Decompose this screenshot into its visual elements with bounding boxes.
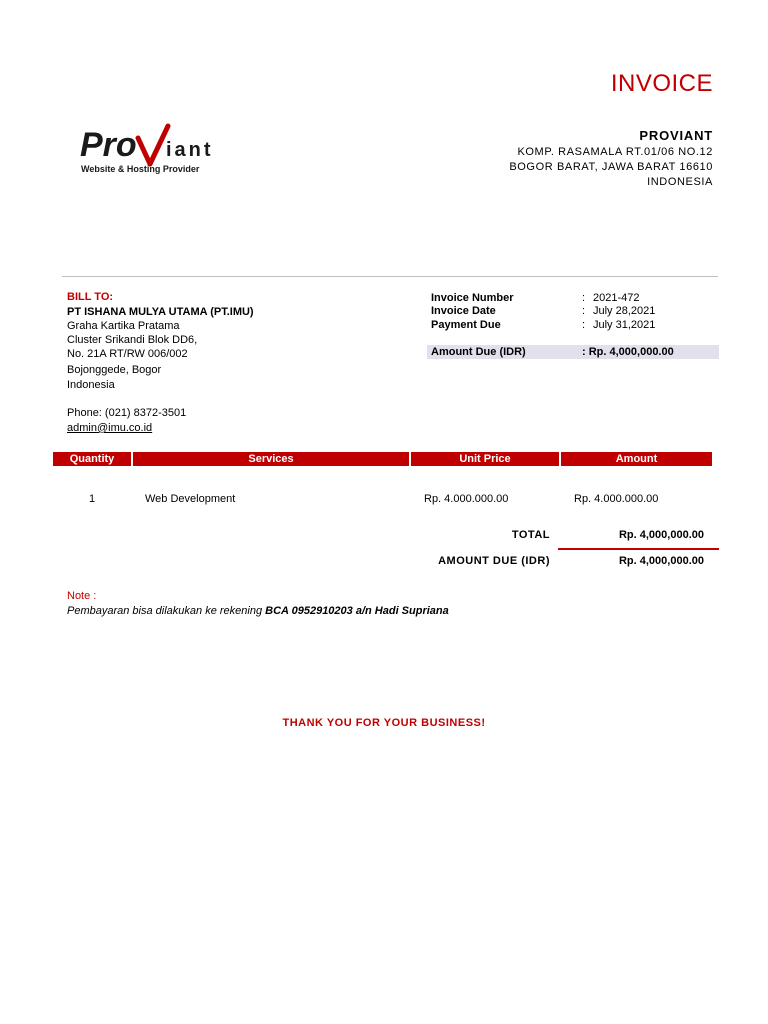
client-address-line: Graha Kartika Pratama [67,320,180,332]
client-address-line: Indonesia [67,379,115,391]
row-service: Web Development [145,493,236,505]
amount-due-total-value: Rp. 4,000,000.00 [618,555,704,567]
client-address-line: No. 21A RT/RW 006/002 [67,348,188,360]
column-header-unit-price: Unit Price [411,452,561,466]
client-phone: Phone: (021) 8372-3501 [67,407,187,419]
logo-checkmark-icon [138,126,168,164]
payment-due-sep: : [582,319,586,331]
column-header-quantity: Quantity [53,452,133,466]
invoice-date-value: July 28,2021 [593,305,656,317]
invoice-date-label: Invoice Date [431,305,496,317]
client-name: PT ISHANA MULYA UTAMA (PT.IMU) [67,306,254,318]
amount-due-label: Amount Due (IDR) [431,346,526,358]
company-name: PROVIANT [639,128,713,143]
client-email-link[interactable]: admin@imu.co.id [67,422,153,434]
row-quantity: 1 [89,493,96,505]
logo-word-part2: iant [166,139,214,161]
note-text-account: BCA 0952910203 a/n Hadi Supriana [265,605,449,617]
note-text [67,605,449,617]
client-address-line: Cluster Srikandi Blok DD6, [67,334,198,346]
client-address-line: Bojonggede, Bogor [67,364,162,376]
invoice-date-sep: : [582,305,586,317]
column-header-amount: Amount [561,452,712,466]
company-address-line1: KOMP. RASAMALA RT.01/06 NO.12 [517,146,713,158]
header-divider [62,276,718,277]
amount-due-value: : Rp. 4,000,000.00 [582,346,674,358]
proviant-logo [80,120,220,180]
invoice-title: INVOICE [610,70,713,97]
thank-you-message: THANK YOU FOR YOUR BUSINESS! [282,717,486,729]
note-label: Note : [67,590,97,602]
row-unit-price: Rp. 4.000.000.00 [424,493,509,505]
payment-due-value: July 31,2021 [593,319,656,331]
note-text-prefix: Pembayaran bisa dilakukan ke rekening [67,605,266,617]
payment-due-label: Payment Due [431,319,501,331]
invoice-number-sep: : [582,292,586,304]
invoice-number-label: Invoice Number [431,292,514,304]
column-header-services: Services [133,452,411,466]
company-country: INDONESIA [647,176,713,188]
total-value: Rp. 4,000,000.00 [618,529,704,541]
row-amount: Rp. 4.000.000.00 [574,493,659,505]
invoice-number-value: 2021-472 [593,292,640,304]
logo-word-part1: Pro [80,126,137,164]
total-underline [558,548,719,550]
bill-to-label: BILL TO: [67,291,114,303]
logo-tagline: Website & Hosting Provider [81,164,200,174]
total-label: TOTAL [511,529,550,541]
amount-due-total-label: AMOUNT DUE (IDR) [438,555,550,567]
company-address-line2: BOGOR BARAT, JAWA BARAT 16610 [509,161,713,173]
items-table-header [53,452,712,466]
